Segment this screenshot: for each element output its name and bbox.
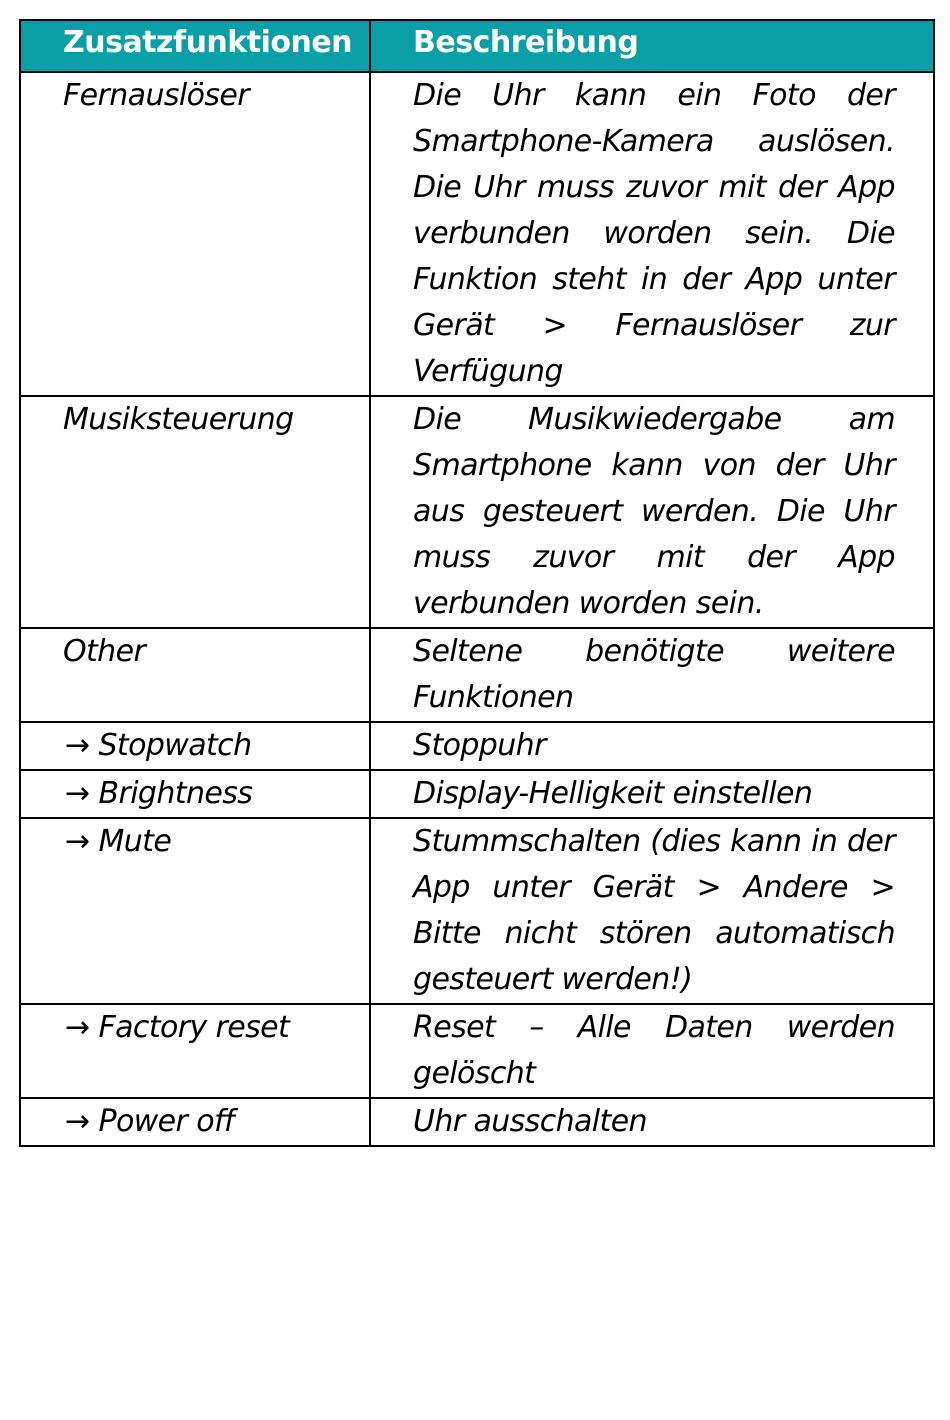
table-row xyxy=(20,396,934,628)
feature-cell: Fernauslöser xyxy=(20,72,370,396)
table-row xyxy=(20,628,934,722)
table-row xyxy=(20,72,934,396)
description-cell: Stummschalten (dies kann in der App unter Gerät > Andere > Bitte nicht stören automatisch gesteuert werden!) xyxy=(370,818,934,1004)
arrow-right-icon: → xyxy=(65,776,90,811)
feature-label: Factory reset xyxy=(98,1010,290,1045)
feature-cell: Musiksteuerung xyxy=(20,396,370,628)
description-cell: Reset – Alle Daten werden gelöscht xyxy=(370,1004,934,1098)
description-cell: Seltene benötigte weitere Funktionen xyxy=(370,628,934,722)
table-header-row xyxy=(20,20,934,72)
description-cell: Die Uhr kann ein Foto der Smartphone-Kamera auslösen. Die Uhr muss zuvor mit der App verbunden worden sein. Die Funktion steht in der App unter Gerät > Fernauslöser zur Verfügung xyxy=(370,72,934,396)
description-cell: Display-Helligkeit einstellen xyxy=(370,770,934,818)
arrow-right-icon: → xyxy=(65,1104,90,1139)
feature-cell xyxy=(20,770,370,818)
table-row xyxy=(20,818,934,1004)
feature-cell xyxy=(20,818,370,1004)
feature-cell xyxy=(20,722,370,770)
table-row xyxy=(20,770,934,818)
table-row xyxy=(20,722,934,770)
feature-cell: Other xyxy=(20,628,370,722)
header-zusatzfunktionen: Zusatzfunktionen xyxy=(20,20,370,72)
feature-cell xyxy=(20,1098,370,1146)
feature-label: Stopwatch xyxy=(98,728,252,763)
feature-label: Power off xyxy=(98,1104,234,1139)
feature-cell xyxy=(20,1004,370,1098)
table-row xyxy=(20,1004,934,1098)
description-cell: Uhr ausschalten xyxy=(370,1098,934,1146)
table-row xyxy=(20,1098,934,1146)
arrow-right-icon: → xyxy=(65,824,90,859)
description-cell: Die Musikwiedergabe am Smartphone kann von der Uhr aus gesteuert werden. Die Uhr muss zuvor mit der App verbunden worden sein. xyxy=(370,396,934,628)
arrow-right-icon: → xyxy=(65,728,90,763)
header-beschreibung: Beschreibung xyxy=(370,20,934,72)
functions-table xyxy=(19,19,935,1147)
feature-label: Mute xyxy=(98,824,172,859)
arrow-right-icon: → xyxy=(65,1010,90,1045)
feature-label: Brightness xyxy=(98,776,253,811)
description-cell: Stoppuhr xyxy=(370,722,934,770)
